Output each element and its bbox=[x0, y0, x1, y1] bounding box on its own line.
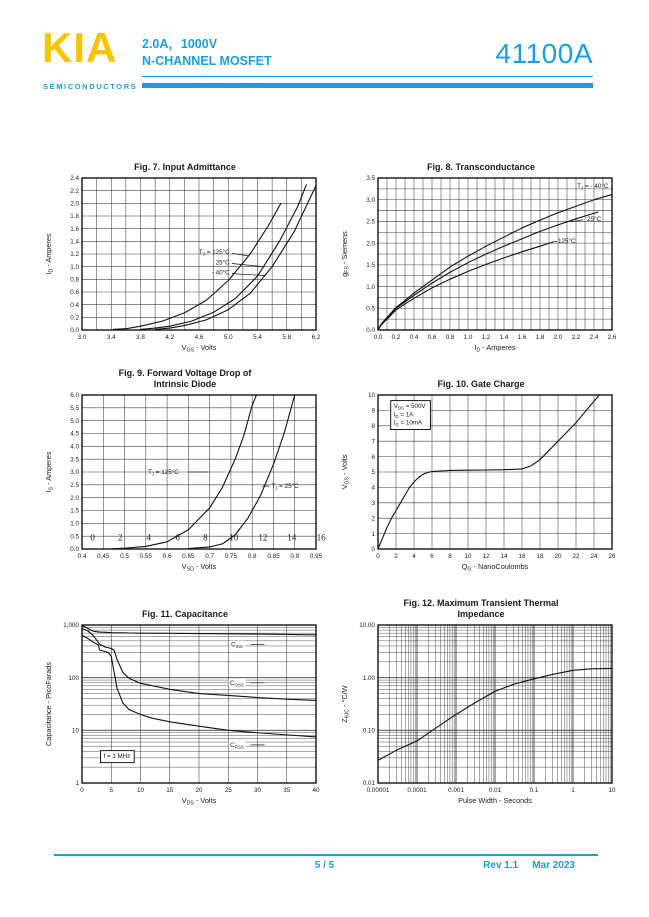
y-tick-label: 0.5 bbox=[70, 533, 79, 541]
y-tick-label: 3.0 bbox=[366, 196, 375, 204]
annotation-label: 12 bbox=[258, 532, 268, 543]
x-tick-label: 6 bbox=[430, 553, 434, 560]
x-tick-label: 4.6 bbox=[194, 334, 204, 341]
x-axis-title: $V_{SD}$ - Volts bbox=[181, 562, 217, 573]
tick-labels bbox=[63, 622, 320, 794]
revision-block bbox=[483, 860, 575, 871]
annotation-label: 2 bbox=[118, 532, 123, 543]
y-tick-label: 5.5 bbox=[70, 405, 79, 413]
x-tick-label: 6.2 bbox=[311, 334, 321, 341]
fig12-plot bbox=[338, 620, 624, 812]
annotations bbox=[199, 248, 265, 276]
y-tick-label: 1.0 bbox=[70, 520, 79, 528]
fig9-plot bbox=[42, 390, 328, 578]
x-tick-label: 3.4 bbox=[106, 334, 116, 341]
x-tick-label: 0.95 bbox=[309, 553, 323, 560]
y-tick-label: 7 bbox=[371, 438, 375, 446]
kia-logo: KIA bbox=[42, 24, 118, 71]
grid bbox=[378, 625, 612, 783]
fig12-thermal-impedance-chart bbox=[338, 596, 624, 812]
annotation-label: 10 bbox=[229, 532, 239, 543]
y-tick-label: 0.0 bbox=[70, 327, 79, 335]
x-tick-label: 0.65 bbox=[182, 553, 195, 560]
x-axis-title: $V_{GS}$ - Volts bbox=[181, 343, 217, 354]
x-tick-label: 0.85 bbox=[267, 553, 280, 560]
y-axis-title: $g_{FS}$ - Siemens bbox=[340, 231, 351, 277]
tick-labels bbox=[359, 622, 616, 794]
annotation-label: 25°C bbox=[587, 215, 602, 223]
x-tick-label: 1 bbox=[571, 787, 575, 794]
y-tick-label: 0.01 bbox=[362, 780, 375, 788]
y-tick-label: 1.00 bbox=[362, 674, 375, 682]
annotations bbox=[391, 401, 431, 430]
y-axis-title: $V_{GS}$ - Volts bbox=[340, 454, 351, 490]
y-tick-label: 2.2 bbox=[70, 187, 79, 195]
y-tick-label: 1.2 bbox=[70, 251, 79, 259]
x-tick-label: 4.2 bbox=[165, 334, 175, 341]
fig9-title-line1: Fig. 9. Forward Voltage Drop of bbox=[118, 368, 252, 378]
x-tick-label: 2.4 bbox=[589, 334, 599, 341]
y-tick-label: 8 bbox=[371, 423, 375, 430]
x-tick-label: 5.8 bbox=[282, 334, 292, 341]
annotation-label: 14 bbox=[287, 532, 297, 543]
fig7-plot bbox=[42, 173, 328, 359]
x-tick-label: 0.9 bbox=[290, 553, 300, 560]
part-number: 41100A bbox=[495, 38, 593, 69]
x-tick-label: 8 bbox=[448, 553, 452, 560]
x-tick-label: 1.0 bbox=[463, 334, 473, 341]
y-tick-label: 1 bbox=[371, 530, 375, 538]
y-tick-label: 4 bbox=[371, 484, 375, 492]
fig9-forward-voltage-chart bbox=[42, 366, 328, 578]
x-axis-title: $Q_G$ - NanoCoulombs bbox=[461, 562, 529, 573]
fig8-title-line1: Fig. 8. Transconductance bbox=[426, 162, 536, 172]
y-tick-label: 5 bbox=[371, 469, 375, 477]
y-tick-label: 1,000 bbox=[63, 622, 79, 630]
x-tick-label: 22 bbox=[572, 553, 580, 560]
curve-tj-25-c bbox=[378, 212, 599, 330]
x-tick-label: 0.4 bbox=[77, 553, 87, 560]
y-tick-label: 4.5 bbox=[70, 430, 79, 438]
fig9-title-line2: Intrinsic Diode bbox=[153, 379, 217, 389]
x-tick-label: 2.0 bbox=[553, 334, 563, 341]
x-tick-label: 10 bbox=[608, 787, 616, 794]
product-type: N-CHANNEL MOSFET bbox=[142, 54, 272, 68]
product-summary bbox=[142, 36, 272, 70]
x-tick-label: 5 bbox=[109, 787, 114, 794]
annotation-label: 25°C bbox=[215, 259, 230, 267]
annotation-label: 4 bbox=[146, 532, 152, 543]
x-tick-label: 0.0 bbox=[373, 334, 383, 341]
fig7-input-admittance-chart bbox=[42, 158, 328, 359]
logo-subtext: SEMICONDUCTORS bbox=[43, 82, 138, 91]
annotations bbox=[101, 641, 265, 763]
y-tick-label: 1 bbox=[75, 780, 79, 788]
x-tick-label: 1.6 bbox=[517, 334, 527, 341]
y-tick-label: 1.8 bbox=[70, 213, 79, 221]
fig8-transconductance-chart bbox=[338, 158, 624, 359]
fig9-title bbox=[42, 366, 328, 390]
x-tick-label: 0 bbox=[80, 787, 84, 794]
y-axis-title: Capacitance - PicoFarads bbox=[44, 662, 53, 746]
x-axis-title: $I_D$ - Amperes bbox=[474, 343, 516, 354]
tick-labels bbox=[70, 392, 322, 560]
y-tick-label: 0.10 bbox=[362, 727, 375, 735]
x-tick-label: 2 bbox=[394, 553, 398, 560]
fig10-title bbox=[338, 366, 624, 390]
x-tick-label: 1.8 bbox=[535, 334, 545, 341]
y-tick-label: 2.0 bbox=[70, 494, 79, 502]
y-tick-label: 0.5 bbox=[366, 305, 375, 313]
curve-tj-125-c bbox=[378, 242, 554, 330]
page-number: 5 / 5 bbox=[314, 860, 335, 871]
fig10-title-line1: Fig. 10. Gate Charge bbox=[437, 379, 525, 389]
y-tick-label: 0.0 bbox=[70, 546, 79, 554]
y-tick-label: 2.0 bbox=[366, 240, 375, 248]
y-tick-label: 2.5 bbox=[366, 218, 375, 226]
series-curves bbox=[113, 184, 316, 329]
y-tick-label: 0.8 bbox=[70, 276, 79, 284]
fig11-title bbox=[42, 596, 328, 620]
conditions-line: f = 1 MHz bbox=[103, 753, 131, 761]
y-tick-label: 1.0 bbox=[70, 263, 79, 271]
x-tick-label: 5.4 bbox=[253, 334, 262, 341]
annotation-label: $T_J$ = - 40°C bbox=[577, 182, 609, 191]
y-tick-label: 3.5 bbox=[70, 456, 79, 464]
header-rule-thick bbox=[142, 83, 593, 88]
y-tick-label: 10.00 bbox=[359, 622, 375, 630]
y-tick-label: 4.0 bbox=[70, 443, 79, 451]
tick-labels bbox=[366, 175, 617, 341]
curve-tj-25-c bbox=[141, 184, 307, 329]
footer-rule bbox=[54, 854, 598, 856]
x-tick-label: 0.4 bbox=[409, 334, 419, 341]
y-tick-label: 1.6 bbox=[70, 225, 79, 233]
conditions-line: $V_{DS} = 500V$ bbox=[393, 403, 426, 411]
fig12-title-line2: Impedance bbox=[457, 609, 505, 619]
annotation-label: 16 bbox=[316, 532, 326, 543]
revision: Rev 1.1 bbox=[483, 860, 519, 871]
x-tick-label: 0.01 bbox=[488, 787, 502, 794]
annotations bbox=[554, 182, 609, 245]
fig8-plot bbox=[338, 173, 624, 359]
y-tick-label: 0.0 bbox=[366, 327, 375, 335]
fig8-title bbox=[338, 158, 624, 173]
annotation-label: 8 bbox=[203, 532, 208, 543]
y-axis-title: $Z_{\theta JC} - ^\circ C/W$ bbox=[340, 685, 351, 723]
x-tick-label: 2.2 bbox=[571, 334, 581, 341]
y-tick-label: 1.5 bbox=[70, 507, 79, 515]
x-tick-label: 24 bbox=[590, 553, 598, 560]
curve-tj--40-c bbox=[155, 186, 316, 330]
fig10-plot bbox=[338, 390, 624, 578]
annotation-label: 125°C bbox=[558, 238, 576, 246]
x-tick-label: 0 bbox=[376, 553, 380, 560]
x-tick-label: 3.0 bbox=[77, 334, 87, 341]
y-tick-label: 0 bbox=[371, 546, 375, 554]
annotations bbox=[90, 468, 326, 542]
y-tick-label: 1.5 bbox=[366, 262, 375, 270]
header-rule-thin bbox=[142, 76, 593, 77]
x-tick-label: 18 bbox=[536, 553, 544, 560]
annotation-leader bbox=[232, 264, 264, 267]
annotation-label: - 40°C bbox=[211, 269, 230, 277]
curve-tj-125-c bbox=[113, 203, 281, 329]
y-tick-label: 5.0 bbox=[70, 417, 79, 425]
x-tick-label: 20 bbox=[554, 553, 562, 560]
conditions-box bbox=[101, 751, 135, 763]
x-tick-label: 30 bbox=[253, 787, 262, 794]
x-tick-label: 0.00001 bbox=[366, 787, 390, 794]
y-tick-label: 6 bbox=[371, 453, 375, 461]
annotation-label: $T_J = 25^\circ C$ bbox=[271, 483, 299, 491]
y-tick-label: 10 bbox=[71, 727, 79, 735]
x-tick-label: 14 bbox=[500, 553, 508, 560]
fig11-capacitance-chart bbox=[42, 596, 328, 812]
x-tick-label: 0.45 bbox=[97, 553, 110, 560]
x-tick-label: 1.4 bbox=[499, 334, 509, 341]
tick-labels bbox=[70, 175, 321, 341]
y-tick-label: 1.0 bbox=[366, 283, 375, 291]
y-tick-label: 0.2 bbox=[70, 314, 79, 322]
x-tick-label: 0.55 bbox=[139, 553, 152, 560]
annotation-label: $C_{ISS}$ bbox=[231, 641, 243, 649]
grid bbox=[378, 178, 612, 330]
x-tick-label: 12 bbox=[482, 553, 490, 560]
x-tick-label: 4 bbox=[412, 553, 416, 560]
x-tick-label: 10 bbox=[464, 553, 472, 560]
x-tick-label: 0.1 bbox=[529, 787, 539, 794]
fig11-plot bbox=[42, 620, 328, 812]
x-tick-label: 20 bbox=[195, 787, 203, 794]
conditions-line: $I_G = 10mA$ bbox=[393, 419, 423, 428]
x-axis-title: Pulse Width - Seconds bbox=[458, 796, 532, 805]
x-tick-label: 26 bbox=[608, 553, 616, 560]
y-tick-label: 3.0 bbox=[70, 469, 79, 477]
x-tick-label: 0.6 bbox=[162, 553, 172, 560]
x-tick-label: 25 bbox=[224, 787, 232, 794]
product-rating: 2.0A，1000V bbox=[142, 37, 218, 51]
conditions-line: $I_D = 1A$ bbox=[393, 411, 414, 419]
y-tick-label: 100 bbox=[68, 674, 79, 682]
y-tick-label: 3 bbox=[371, 500, 375, 507]
x-tick-label: 15 bbox=[166, 787, 174, 794]
fig7-title-line1: Fig. 7. Input Admittance bbox=[134, 162, 236, 172]
annotation-label: $T_J = 125^\circ C$ bbox=[147, 469, 179, 477]
annotation-label: 0 bbox=[90, 532, 95, 543]
x-tick-label: 0.75 bbox=[224, 553, 238, 560]
y-tick-label: 2.0 bbox=[70, 200, 79, 208]
y-tick-label: 2.5 bbox=[70, 482, 79, 490]
x-tick-label: 0.5 bbox=[120, 553, 129, 560]
fig11-title-line1: Fig. 11. Capacitance bbox=[141, 609, 229, 619]
y-tick-label: 2 bbox=[371, 515, 375, 523]
x-tick-label: 10 bbox=[136, 787, 145, 794]
fig7-title bbox=[42, 158, 328, 173]
annotation-label: $C_{RSS}$ bbox=[230, 741, 244, 750]
y-tick-label: 6.0 bbox=[70, 392, 79, 400]
x-tick-label: 1.2 bbox=[481, 334, 491, 341]
fig12-title bbox=[338, 596, 624, 620]
x-tick-label: 3.8 bbox=[136, 334, 145, 341]
conditions-box bbox=[391, 401, 431, 430]
annotation-leader bbox=[232, 274, 265, 276]
fig10-gate-charge-chart bbox=[338, 366, 624, 578]
y-tick-label: 3.5 bbox=[366, 175, 375, 183]
y-tick-label: 1.4 bbox=[70, 238, 79, 246]
y-tick-label: 10 bbox=[367, 392, 375, 400]
y-tick-label: 2.4 bbox=[70, 175, 79, 183]
x-tick-label: 0.2 bbox=[391, 334, 401, 341]
annotation-label: 6 bbox=[175, 532, 180, 543]
x-tick-label: 2.6 bbox=[607, 334, 617, 341]
y-axis-title: $I_D$ - Amperes bbox=[44, 233, 55, 275]
y-tick-label: 0.6 bbox=[70, 289, 79, 297]
annotation-label: $T_J = 125^\circ C$ bbox=[198, 249, 230, 257]
x-tick-label: 5.0 bbox=[223, 334, 233, 341]
rev-date: Mar 2023 bbox=[532, 860, 575, 871]
x-tick-label: 0.8 bbox=[445, 334, 455, 341]
x-tick-label: 0.0001 bbox=[407, 787, 427, 794]
x-tick-label: 40 bbox=[312, 787, 320, 794]
x-tick-label: 35 bbox=[283, 787, 291, 794]
y-tick-label: 9 bbox=[371, 407, 375, 415]
fig12-title-line1: Fig. 12. Maximum Transient Thermal bbox=[403, 598, 559, 608]
x-tick-label: 0.6 bbox=[427, 334, 437, 341]
x-tick-label: 0.001 bbox=[448, 787, 464, 794]
x-tick-label: 0.8 bbox=[247, 553, 257, 560]
x-tick-label: 16 bbox=[518, 553, 526, 560]
x-tick-label: 0.7 bbox=[205, 553, 215, 560]
y-tick-label: 0.4 bbox=[70, 301, 79, 309]
y-axis-title: $I_S$ - Amperes bbox=[44, 451, 55, 493]
annotation-label: $C_{OSS}$ bbox=[229, 679, 245, 688]
x-axis-title: $V_{DS}$ - Volts bbox=[181, 796, 217, 807]
